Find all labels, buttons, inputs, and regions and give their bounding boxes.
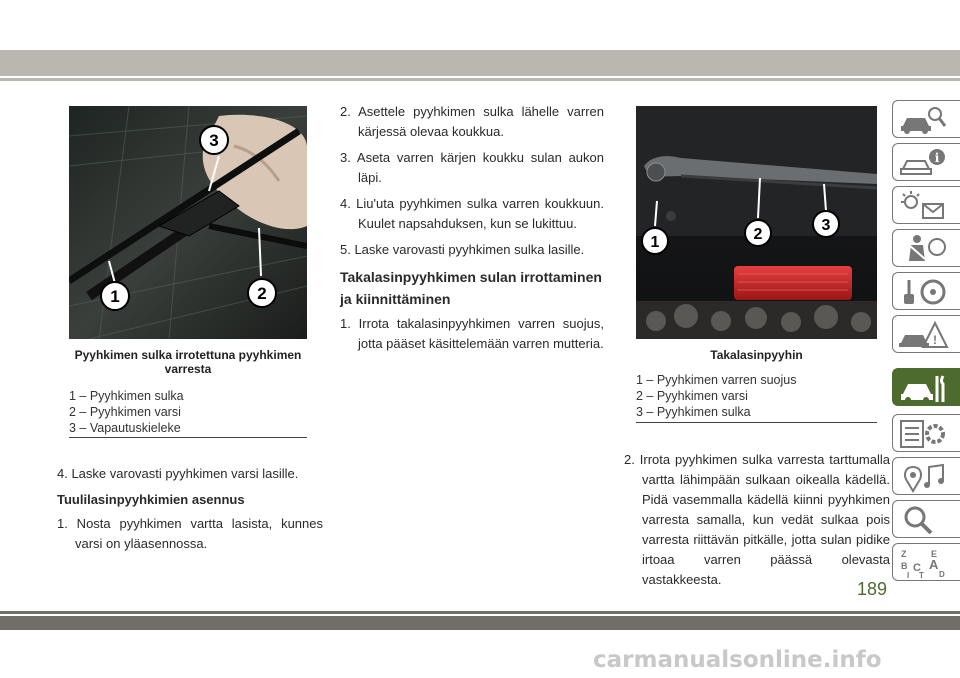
tab-seatbelt-airbag[interactable] xyxy=(892,229,960,267)
svg-text:C: C xyxy=(913,562,921,574)
tab-car-magnifier[interactable] xyxy=(892,100,960,138)
callout-2 xyxy=(745,220,771,246)
tab-warning-lights[interactable] xyxy=(892,186,960,224)
legend-item: 3 – Vapautuskieleke xyxy=(69,421,181,435)
svg-text:3: 3 xyxy=(209,131,219,150)
step-2-position-blade: 2. Asettele pyyhkimen sulka lähelle varren kärjessä olevaa koukkua. xyxy=(340,104,604,139)
step-1-remove-cover: 1. Irrota takalasinpyyhkimen varren suojus, jotta pääset käsittelemään varren mutteria. xyxy=(340,316,604,351)
legend-item: 1 – Pyyhkimen sulka xyxy=(69,389,184,403)
svg-text:I: I xyxy=(907,571,910,579)
svg-text:1: 1 xyxy=(110,287,120,306)
footer-band xyxy=(0,616,960,630)
page-number: 189 xyxy=(857,579,888,599)
wiper-blade-photo xyxy=(69,106,307,339)
tab-car-warning[interactable] xyxy=(892,315,960,353)
step-4-lower-arm: 4. Laske varovasti pyyhkimen varsi lasille. xyxy=(57,466,299,481)
left-figure-caption: Pyyhkimen sulka irrotettuna pyyhkimen varresta xyxy=(74,348,302,376)
svg-text:2: 2 xyxy=(753,226,763,243)
section-heading-rear-wiper: Takalasinpyyhkimen sulan irrottaminen ja kiinnittäminen xyxy=(340,269,602,307)
svg-text:1: 1 xyxy=(650,234,660,251)
step-1-lift-arm: 1. Nosta pyyhkimen vartta lasista, kunnes varsi on yläasennossa. xyxy=(57,516,323,551)
callout-3 xyxy=(813,211,839,237)
step-2-detach-blade: 2. Irrota pyyhkimen sulka varresta tarttumalla vartta lähimpään sulkaan oikealla kädellä. Pidä vasemmalla kädellä kiinni pyyhkimen varresta samalla, kun vedät sulkaa pois varresta riittävän pitkälle, jotta sulan pidike irtoaa varren päässä olevasta vastakkeesta. xyxy=(624,452,890,587)
step-3-insert-hook: 3. Aseta varren kärjen koukku sulan aukon läpi. xyxy=(340,150,604,185)
legend-item: 2 – Pyyhkimen varsi xyxy=(636,389,748,403)
rear-wiper-photo xyxy=(636,106,877,339)
callout-1 xyxy=(642,228,668,254)
alphabet-index-icon xyxy=(899,547,949,579)
car-info-icon xyxy=(899,147,949,179)
header-band xyxy=(0,50,960,76)
tab-car-info[interactable] xyxy=(892,143,960,181)
music-navigation-icon xyxy=(899,461,949,493)
section-heading-install: Tuulilasinpyyhkimien asennus xyxy=(57,492,245,507)
legend-item: 3 – Pyyhkimen sulka xyxy=(636,405,751,419)
footer-rule xyxy=(0,611,960,614)
right-figure-caption: Takalasinpyyhin xyxy=(710,348,803,362)
warning-lights-message-icon xyxy=(899,190,949,222)
middle-text-column xyxy=(340,102,604,360)
seatbelt-airbag-icon xyxy=(899,233,949,265)
svg-text:E: E xyxy=(931,549,938,559)
right-legend-rule xyxy=(636,422,877,423)
svg-text:Z: Z xyxy=(901,549,907,559)
header-rule xyxy=(0,78,960,81)
left-figure-legend xyxy=(69,388,307,436)
left-legend-rule xyxy=(69,437,307,438)
tab-key-steering[interactable] xyxy=(892,272,960,310)
checklist-gear-icon xyxy=(899,418,949,450)
car-warning-triangle-icon xyxy=(899,319,949,351)
legend-item: 2 – Pyyhkimen varsi xyxy=(69,405,181,419)
car-magnifier-icon xyxy=(899,104,949,136)
svg-text:A: A xyxy=(929,557,939,572)
callout-3 xyxy=(200,126,228,154)
right-text-column xyxy=(624,450,890,596)
step-4-slide-blade: 4. Liu'uta pyyhkimen sulka varren koukkuun. Kuulet napsahduksen, kun se lukittuu. xyxy=(340,196,604,231)
step-5-lower-blade: 5. Laske varovasti pyyhkimen sulka lasille. xyxy=(340,242,585,257)
svg-text:D: D xyxy=(939,570,945,579)
tab-car-maintenance[interactable] xyxy=(892,368,960,406)
svg-text:B: B xyxy=(901,561,908,571)
tab-alphabet-index[interactable] xyxy=(892,543,960,581)
right-figure-legend xyxy=(636,372,877,420)
car-wrench-icon xyxy=(899,372,949,404)
svg-text:2: 2 xyxy=(257,284,267,303)
left-text-column xyxy=(57,464,323,560)
svg-text:3: 3 xyxy=(821,217,831,234)
search-icon xyxy=(899,504,949,536)
callout-1 xyxy=(101,282,129,310)
watermark: carmanualsonline.info xyxy=(593,647,882,673)
callout-2 xyxy=(248,279,276,307)
key-steering-wheel-icon xyxy=(899,276,949,308)
tab-music-navigation[interactable] xyxy=(892,457,960,495)
svg-text:!: ! xyxy=(933,333,937,347)
svg-text:T: T xyxy=(919,571,924,579)
tab-checklist-gear[interactable] xyxy=(892,414,960,452)
svg-text:i: i xyxy=(934,151,940,165)
tab-search[interactable] xyxy=(892,500,960,538)
legend-item: 1 – Pyyhkimen varren suojus xyxy=(636,373,797,387)
